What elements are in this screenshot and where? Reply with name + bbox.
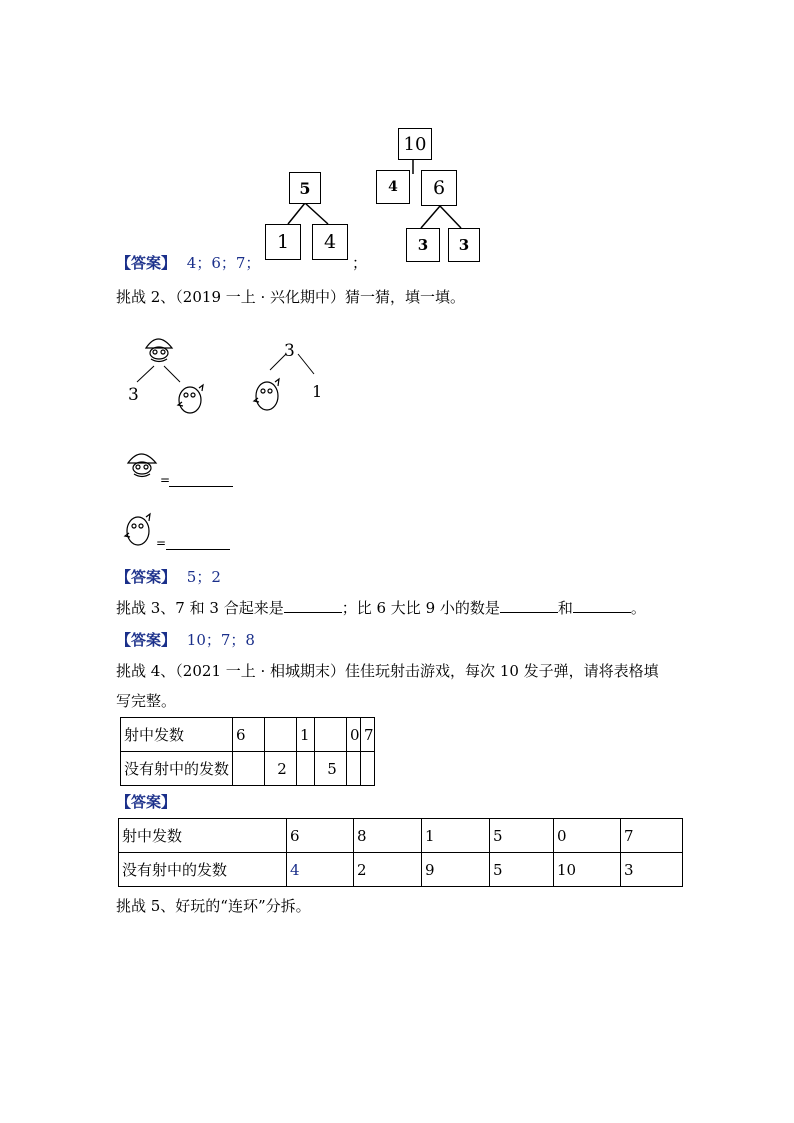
challenge-4-line-1: 挑战 4、（2021 一上 · 相城期末）佳佳玩射击游戏，每次 10 发子弹，请将表格填	[116, 662, 659, 680]
answer-4-line	[116, 792, 176, 812]
duck-icon-2	[254, 379, 279, 410]
equals-sign: =	[160, 473, 171, 487]
tree-2-left-box: 4	[376, 170, 410, 204]
table-cell: 射中发数	[119, 819, 287, 853]
table-cell: 10	[554, 853, 621, 887]
table-cell[interactable]	[361, 752, 375, 786]
challenge-3-part-4: 。	[630, 599, 646, 617]
table-row	[119, 819, 683, 853]
table-cell: 2	[265, 752, 297, 786]
puzzle-diagram	[120, 330, 340, 420]
table-cell: 2	[354, 853, 422, 887]
challenge-3-part-3: 和	[557, 599, 573, 617]
table-cell: 没有射中的发数	[121, 752, 233, 786]
answer-2-line	[116, 567, 221, 587]
tree-1-top-box: 5	[289, 172, 321, 204]
answer-value: 4；6；7；	[186, 254, 261, 272]
answer-value: 10；7；8	[186, 631, 255, 649]
table-cell: 6	[233, 718, 265, 752]
table-cell: 9	[422, 853, 490, 887]
answer-1-line	[116, 253, 260, 273]
tree-2-bottom-right-box: 3	[448, 228, 480, 262]
puzzle-right-number: 1	[312, 382, 323, 401]
table-cell: 0	[347, 718, 361, 752]
answer-1-tail: ；	[352, 254, 368, 272]
mushroom-icon-small	[124, 447, 160, 483]
equals-sign-2: =	[156, 536, 167, 550]
table-row	[121, 752, 375, 786]
table-cell[interactable]	[233, 752, 265, 786]
challenge-2-text: 挑战 2、（2019 一上 · 兴化期中）猜一猜，填一填。	[116, 288, 466, 306]
table-cell: 5	[490, 819, 554, 853]
answer-tag: 【答案】	[116, 254, 177, 272]
duck-icon-small	[120, 506, 160, 550]
table-cell: 7	[361, 718, 375, 752]
table-row	[121, 718, 375, 752]
blank-3[interactable]	[573, 598, 631, 613]
table-cell: 4	[287, 853, 354, 887]
puzzle-left-number: 3	[128, 385, 139, 405]
table-cell: 没有射中的发数	[119, 853, 287, 887]
answer-tag: 【答案】	[116, 793, 177, 811]
tree-1-right-box: 4	[312, 224, 348, 260]
tree-1-left-box: 1	[265, 224, 301, 260]
challenge-3-part-2: ；比 6 大比 9 小的数是	[341, 599, 500, 617]
tree-2-top-box: 10	[398, 128, 432, 160]
table-cell: 3	[621, 853, 683, 887]
blank-2[interactable]	[500, 598, 558, 613]
duck-icon	[178, 385, 203, 413]
challenge-3-line	[116, 598, 646, 618]
challenge-4-line-2: 写完整。	[116, 692, 177, 710]
table-cell[interactable]	[347, 752, 361, 786]
answer-3-line	[116, 630, 255, 650]
shooting-table-answer	[118, 818, 683, 887]
table-cell: 6	[287, 819, 354, 853]
table-cell: 射中发数	[121, 718, 233, 752]
challenge-3-part-1: 挑战 3、7 和 3 合起来是	[116, 599, 284, 617]
table-cell: 7	[621, 819, 683, 853]
answer-tag: 【答案】	[116, 568, 177, 586]
table-cell: 5	[315, 752, 347, 786]
duck-blank[interactable]	[166, 535, 230, 550]
table-row	[119, 853, 683, 887]
table-cell: 8	[354, 819, 422, 853]
mushroom-blank[interactable]	[169, 472, 233, 487]
table-cell[interactable]	[297, 752, 315, 786]
table-cell: 1	[422, 819, 490, 853]
answer-value: 5；2	[186, 568, 221, 586]
answer-tag: 【答案】	[116, 631, 177, 649]
table-cell[interactable]	[315, 718, 347, 752]
challenge-5-text: 挑战 5、好玩的“连环”分拆。	[116, 897, 311, 915]
tree-2-mid-box: 6	[421, 170, 457, 206]
mushroom-icon	[146, 339, 172, 362]
tree-2-bottom-left-box: 3	[406, 228, 440, 262]
shooting-table-question	[120, 717, 375, 786]
puzzle-top-number: 3	[284, 341, 295, 361]
table-cell: 0	[554, 819, 621, 853]
table-cell[interactable]	[265, 718, 297, 752]
table-cell: 1	[297, 718, 315, 752]
table-cell: 5	[490, 853, 554, 887]
blank-1[interactable]	[284, 598, 342, 613]
